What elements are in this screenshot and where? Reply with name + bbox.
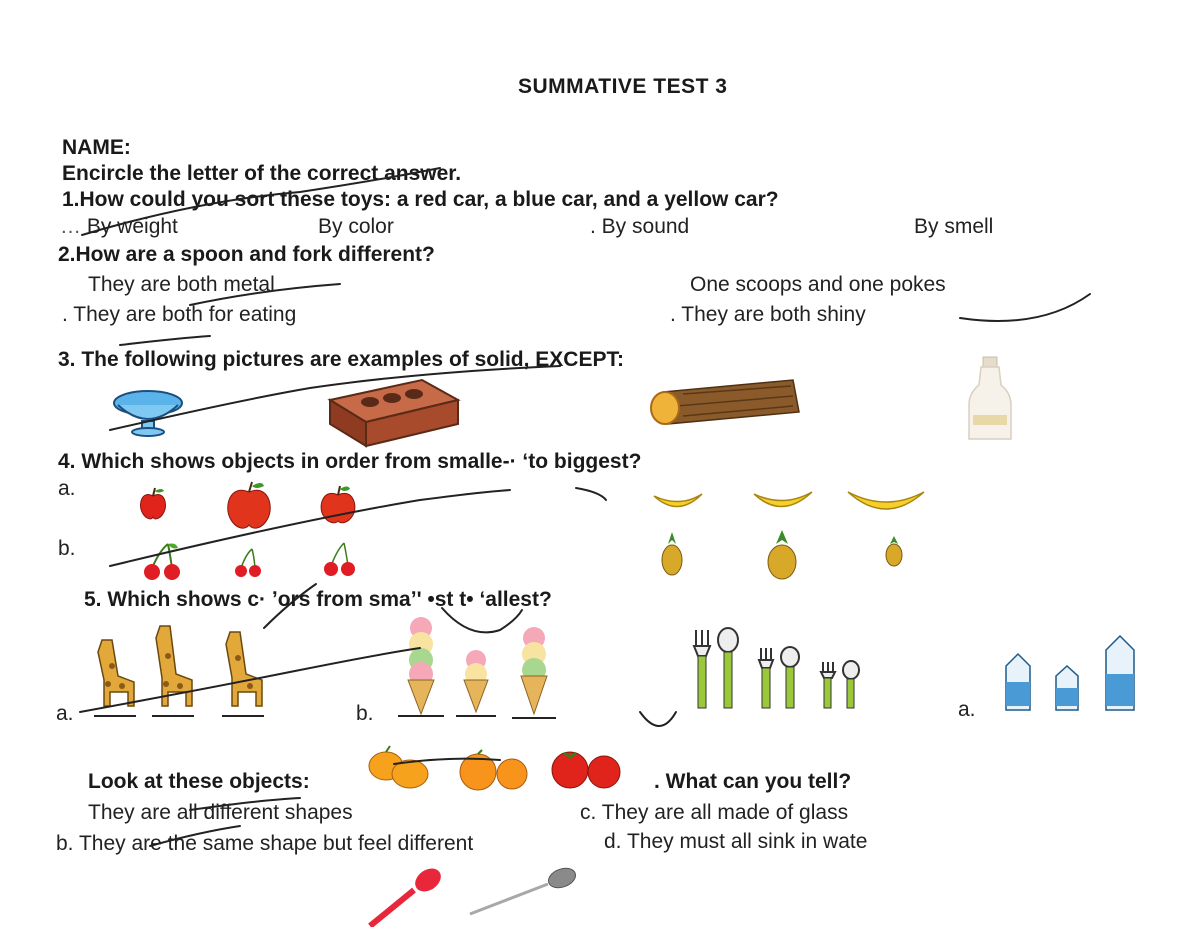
page-title: SUMMATIVE TEST 3	[518, 75, 728, 98]
q1-option-a[interactable]: … By weight	[60, 215, 178, 238]
apple-icon[interactable]	[318, 484, 358, 526]
milk-carton-icon[interactable]	[1002, 652, 1034, 712]
question-6-right: . What can you tell?	[654, 770, 852, 793]
q2-option-b[interactable]: One scoops and one pokes	[690, 273, 946, 296]
pineapple-icon[interactable]	[660, 532, 684, 576]
question-3: 3. The following pictures are examples of solid, EXCEPT:	[58, 348, 624, 371]
q1-option-c[interactable]: . By sound	[590, 215, 690, 238]
name-label: NAME:	[62, 136, 131, 159]
milk-bottle-icon[interactable]	[965, 355, 1015, 445]
question-1: 1.How could you sort these toys: a red car, a blue car, and a yellow car?	[62, 188, 779, 211]
instructions: Encircle the letter of the correct answer.	[62, 162, 462, 185]
apple-icon[interactable]	[224, 480, 274, 530]
q6-option-b[interactable]: b. They are the same shape but feel different	[56, 832, 474, 855]
banana-icon[interactable]	[652, 488, 704, 518]
giraffe-icon[interactable]	[216, 628, 270, 720]
milk-carton-icon[interactable]	[1052, 664, 1082, 712]
q6-option-d[interactable]: d. They must all sink in wate	[604, 830, 868, 853]
pineapple-icon[interactable]	[766, 530, 798, 580]
q2-option-d[interactable]: . They are both shiny	[670, 303, 866, 326]
red-spoon-icon[interactable]	[370, 868, 450, 927]
ice-cream-icon[interactable]	[398, 614, 444, 720]
q2-option-c[interactable]: . They are both for eating	[62, 303, 297, 326]
q5-letter-a2[interactable]: a.	[958, 698, 976, 721]
mango-icon[interactable]	[366, 746, 430, 792]
giraffe-icon[interactable]	[88, 636, 142, 720]
banana-icon[interactable]	[752, 486, 814, 518]
q1-option-d[interactable]: By smell	[914, 215, 994, 238]
q5-letter-b[interactable]: b.	[356, 702, 374, 725]
q6-option-c[interactable]: c. They are all made of glass	[580, 801, 849, 824]
cherry-icon[interactable]	[142, 542, 182, 582]
ice-cream-icon[interactable]	[512, 626, 556, 720]
q4-letter-a[interactable]: a.	[58, 477, 76, 500]
giraffe-icon[interactable]	[146, 622, 200, 720]
fork-spoon-icon[interactable]	[690, 626, 744, 712]
q2-option-a[interactable]: They are both metal	[88, 273, 275, 296]
orange-icon[interactable]	[456, 750, 532, 794]
pineapple-icon[interactable]	[884, 536, 904, 566]
apple-icon[interactable]	[138, 486, 168, 522]
tomato-icon[interactable]	[548, 748, 626, 790]
cherry-icon[interactable]	[234, 548, 262, 578]
q5-letter-a[interactable]: a.	[56, 702, 74, 725]
question-5: 5. Which shows c· ʼors from smaʼ' •st t• ʻallest?	[84, 588, 552, 611]
question-4: 4. Which shows objects in order from smalle-· ʻto biggest?	[58, 450, 642, 473]
fork-spoon-icon[interactable]	[756, 646, 804, 712]
silver-spoon-icon[interactable]	[468, 868, 578, 918]
question-2: 2.How are a spoon and fork different?	[58, 243, 435, 266]
cherry-icon[interactable]	[322, 542, 356, 578]
brick-icon[interactable]	[330, 378, 460, 448]
log-icon[interactable]	[643, 378, 803, 430]
q4-letter-b[interactable]: b.	[58, 537, 76, 560]
q1-option-a-label: By weight	[86, 215, 178, 238]
q6-option-a[interactable]: They are all different shapes	[88, 801, 353, 824]
fork-spoon-icon[interactable]	[818, 660, 864, 712]
banana-icon[interactable]	[846, 484, 926, 524]
question-6-left: Look at these objects:	[88, 770, 310, 793]
milk-carton-icon[interactable]	[1102, 634, 1138, 712]
q1-option-b[interactable]: By color	[318, 215, 394, 238]
ice-cream-icon[interactable]	[456, 648, 496, 720]
water-bowl-icon[interactable]	[108, 385, 188, 445]
